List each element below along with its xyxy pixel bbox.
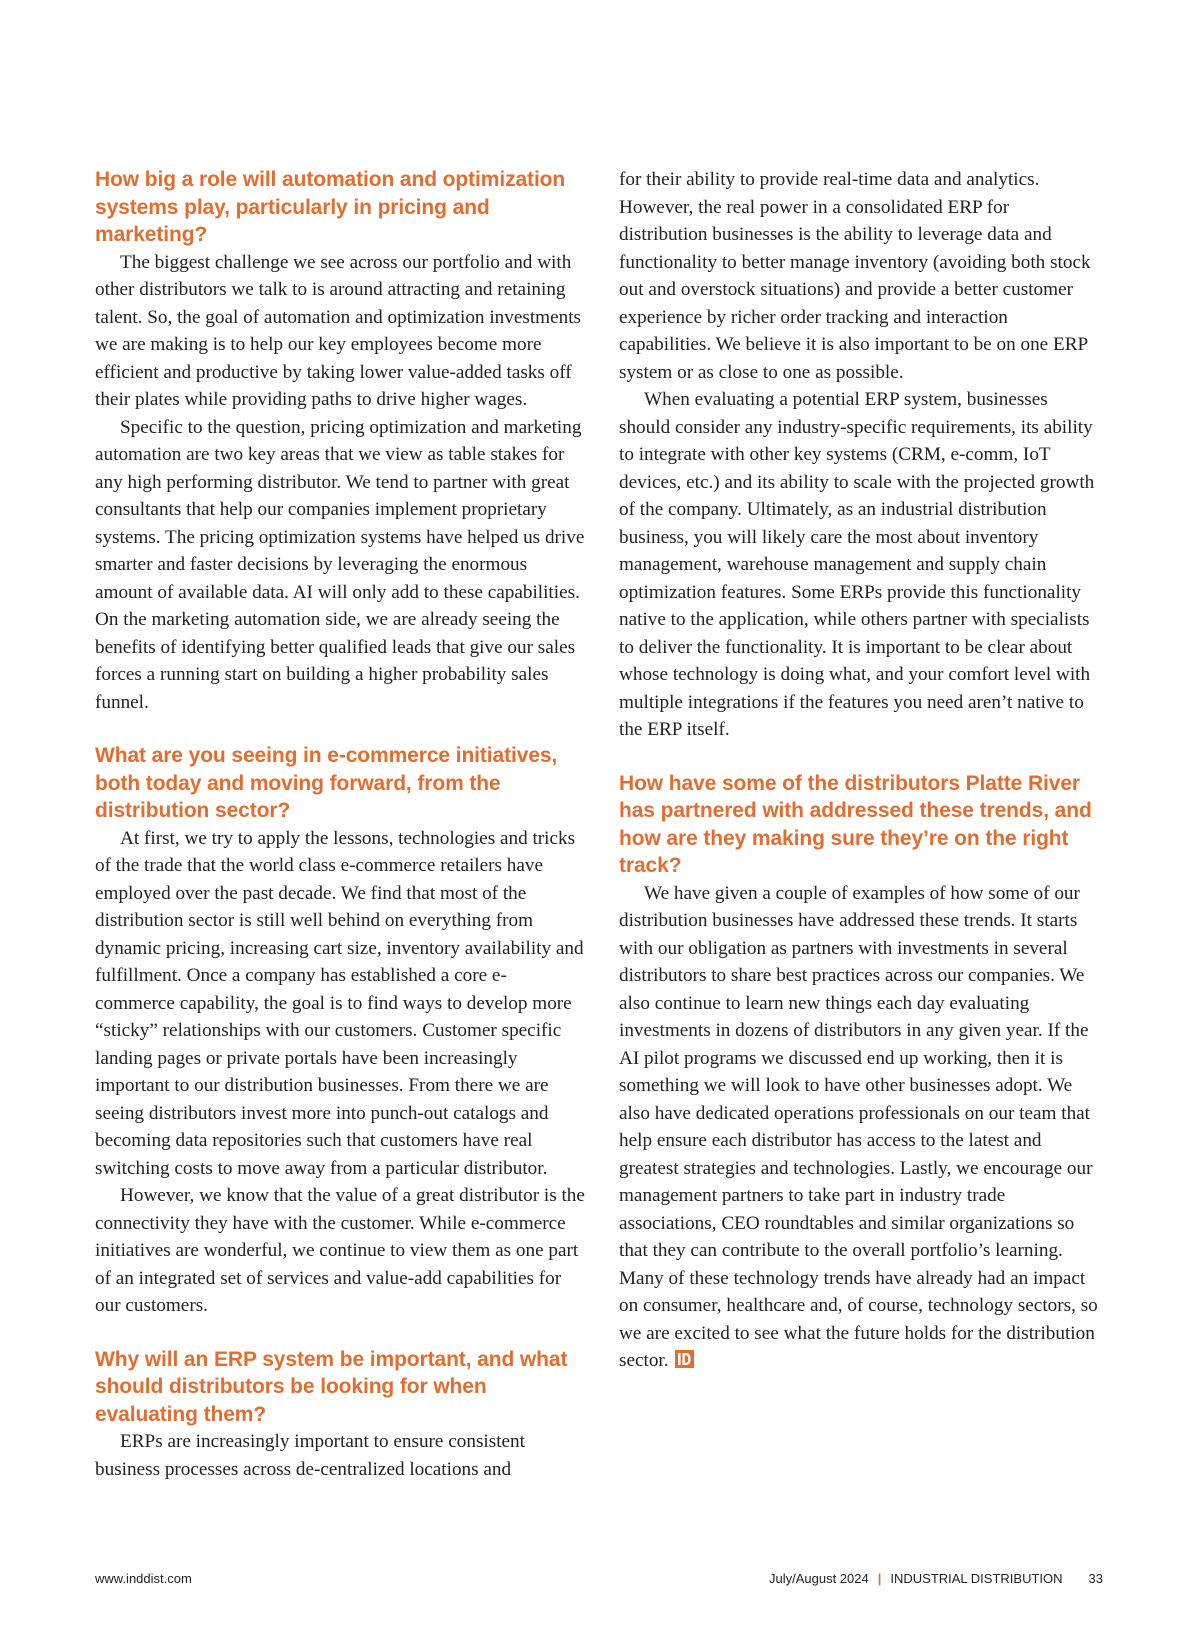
footer-separator: | bbox=[877, 1571, 882, 1586]
page-number: 33 bbox=[1088, 1571, 1103, 1586]
footer-issue-info bbox=[769, 1571, 1103, 1586]
answer-paragraph: When evaluating a potential ERP system, businesses should consider any industry-specific requirements, its ability to integrate with other key systems (CRM, e-comm, IoT devices, etc.) and its ability to scale with the projected growth of the company. Ultimately, as an industrial distribution business, you will likely care the most about inventory management, warehouse management and supply chain optimization features. Some ERPs provide this functionality native to the application, while others partner with specialists to deliver the functionality. It is important to be clear about whose technology is doing what, and your comfort level with multiple integrations if the features you need aren’t native to the ERP itself. bbox=[619, 389, 1095, 740]
answer-paragraph: However, we know that the value of a great distributor is the connectivity they have with the customer. While e-commerce initiatives are wonderful, we continue to view them as one part of an integrated set of services and value-add capabilities for our customers. bbox=[95, 1185, 585, 1316]
answer-paragraph: The biggest challenge we see across our portfolio and with other distributors we talk to is around attracting and retaining talent. So, the goal of automation and optimization investments we are making is to help our key employees become more efficient and productive by taking lower value-added tasks off their plates while providing paths to drive higher wages. bbox=[95, 251, 581, 410]
final-paragraph-text: We have given a couple of examples of how some of our distribution businesses have addressed these trends. It starts with our obligation as partners with investments in several distributors to share best practices across our companies. We also continue to learn new things each day evaluating investments in dozens of distributors in any given year. If the AI pilot programs we discussed end up working, then it is something we will look to have other businesses adopt. We also have dedicated operations professionals on our team that help ensure each distributor has access to the latest and greatest strategies and technologies. Lastly, we encourage our management partners to take part in industry trade associations, CEO roundtables and similar organizations so that they can contribute to the overall portfolio’s learning. Many of these technology trends have already had an impact on consumer, healthcare and, of course, technology sectors, so we are excited to see what the future holds for the distribution sector. bbox=[619, 882, 1098, 1371]
right-column bbox=[619, 166, 1101, 1375]
footer-publication: INDUSTRIAL DISTRIBUTION bbox=[890, 1571, 1063, 1586]
left-column bbox=[95, 166, 585, 1483]
question-heading-ecommerce: What are you seeing in e-commerce initiatives, both today and moving forward, from the distribution sector? bbox=[95, 744, 558, 822]
question-heading-erp: Why will an ERP system be important, and what should distributors be looking for when evaluating them? bbox=[95, 1347, 568, 1426]
question-heading-platte-river: How have some of the distributors Platte River has partnered with addressed these trends, and how are they making sure they’re on the right track? bbox=[619, 771, 1092, 877]
answer-paragraph-final bbox=[619, 880, 1101, 1375]
question-heading-automation: How big a role will automation and optimization systems play, particularly in pricing and marketing? bbox=[95, 168, 566, 246]
id-logo-icon bbox=[675, 1350, 694, 1368]
continued-paragraph: for their ability to provide real-time data and analytics. However, the real power in a consolidated ERP for distribution businesses is the ability to leverage data and functionality to better manage inventory (avoiding both stock out and overstock situations) and provide a better customer experience by richer order tracking and interaction capabilities. We believe it is also important to be on one ERP system or as close to one as possible. bbox=[619, 169, 1091, 383]
answer-paragraph: ERPs are increasingly important to ensure consistent business processes across de-centralized locations and bbox=[95, 1431, 525, 1480]
footer-issue-date: July/August 2024 bbox=[769, 1571, 869, 1586]
footer-website[interactable]: www.inddist.com bbox=[95, 1571, 192, 1586]
answer-paragraph: Specific to the question, pricing optimization and marketing automation are two key areas that we view as table stakes for any high performing distributor. We tend to partner with great consultants that help our companies implement proprietary systems. The pricing optimization systems have helped us drive smarter and faster decisions by leveraging the enormous amount of available data. AI will only add to these capabilities. On the marketing automation side, we are already seeing the benefits of identifying better qualified leads that give our sales forces a running start on building a higher probability sales funnel. bbox=[95, 416, 585, 713]
answer-paragraph: At first, we try to apply the lessons, technologies and tricks of the trade that the world class e-commerce retailers have employed over the past decade. We find that most of the distribution sector is still well behind on everything from dynamic pricing, increasing cart size, inventory availability and fulfillment. Once a company has established a core e-commerce capability, the goal is to find ways to develop more “sticky” relationships with our customers. Customer specific landing pages or private portals have been increasingly important to our distribution businesses. From there we are seeing distributors invest more into punch-out catalogs and becoming data repositories such that customers have real switching costs to move away from a particular distributor. bbox=[95, 827, 584, 1179]
